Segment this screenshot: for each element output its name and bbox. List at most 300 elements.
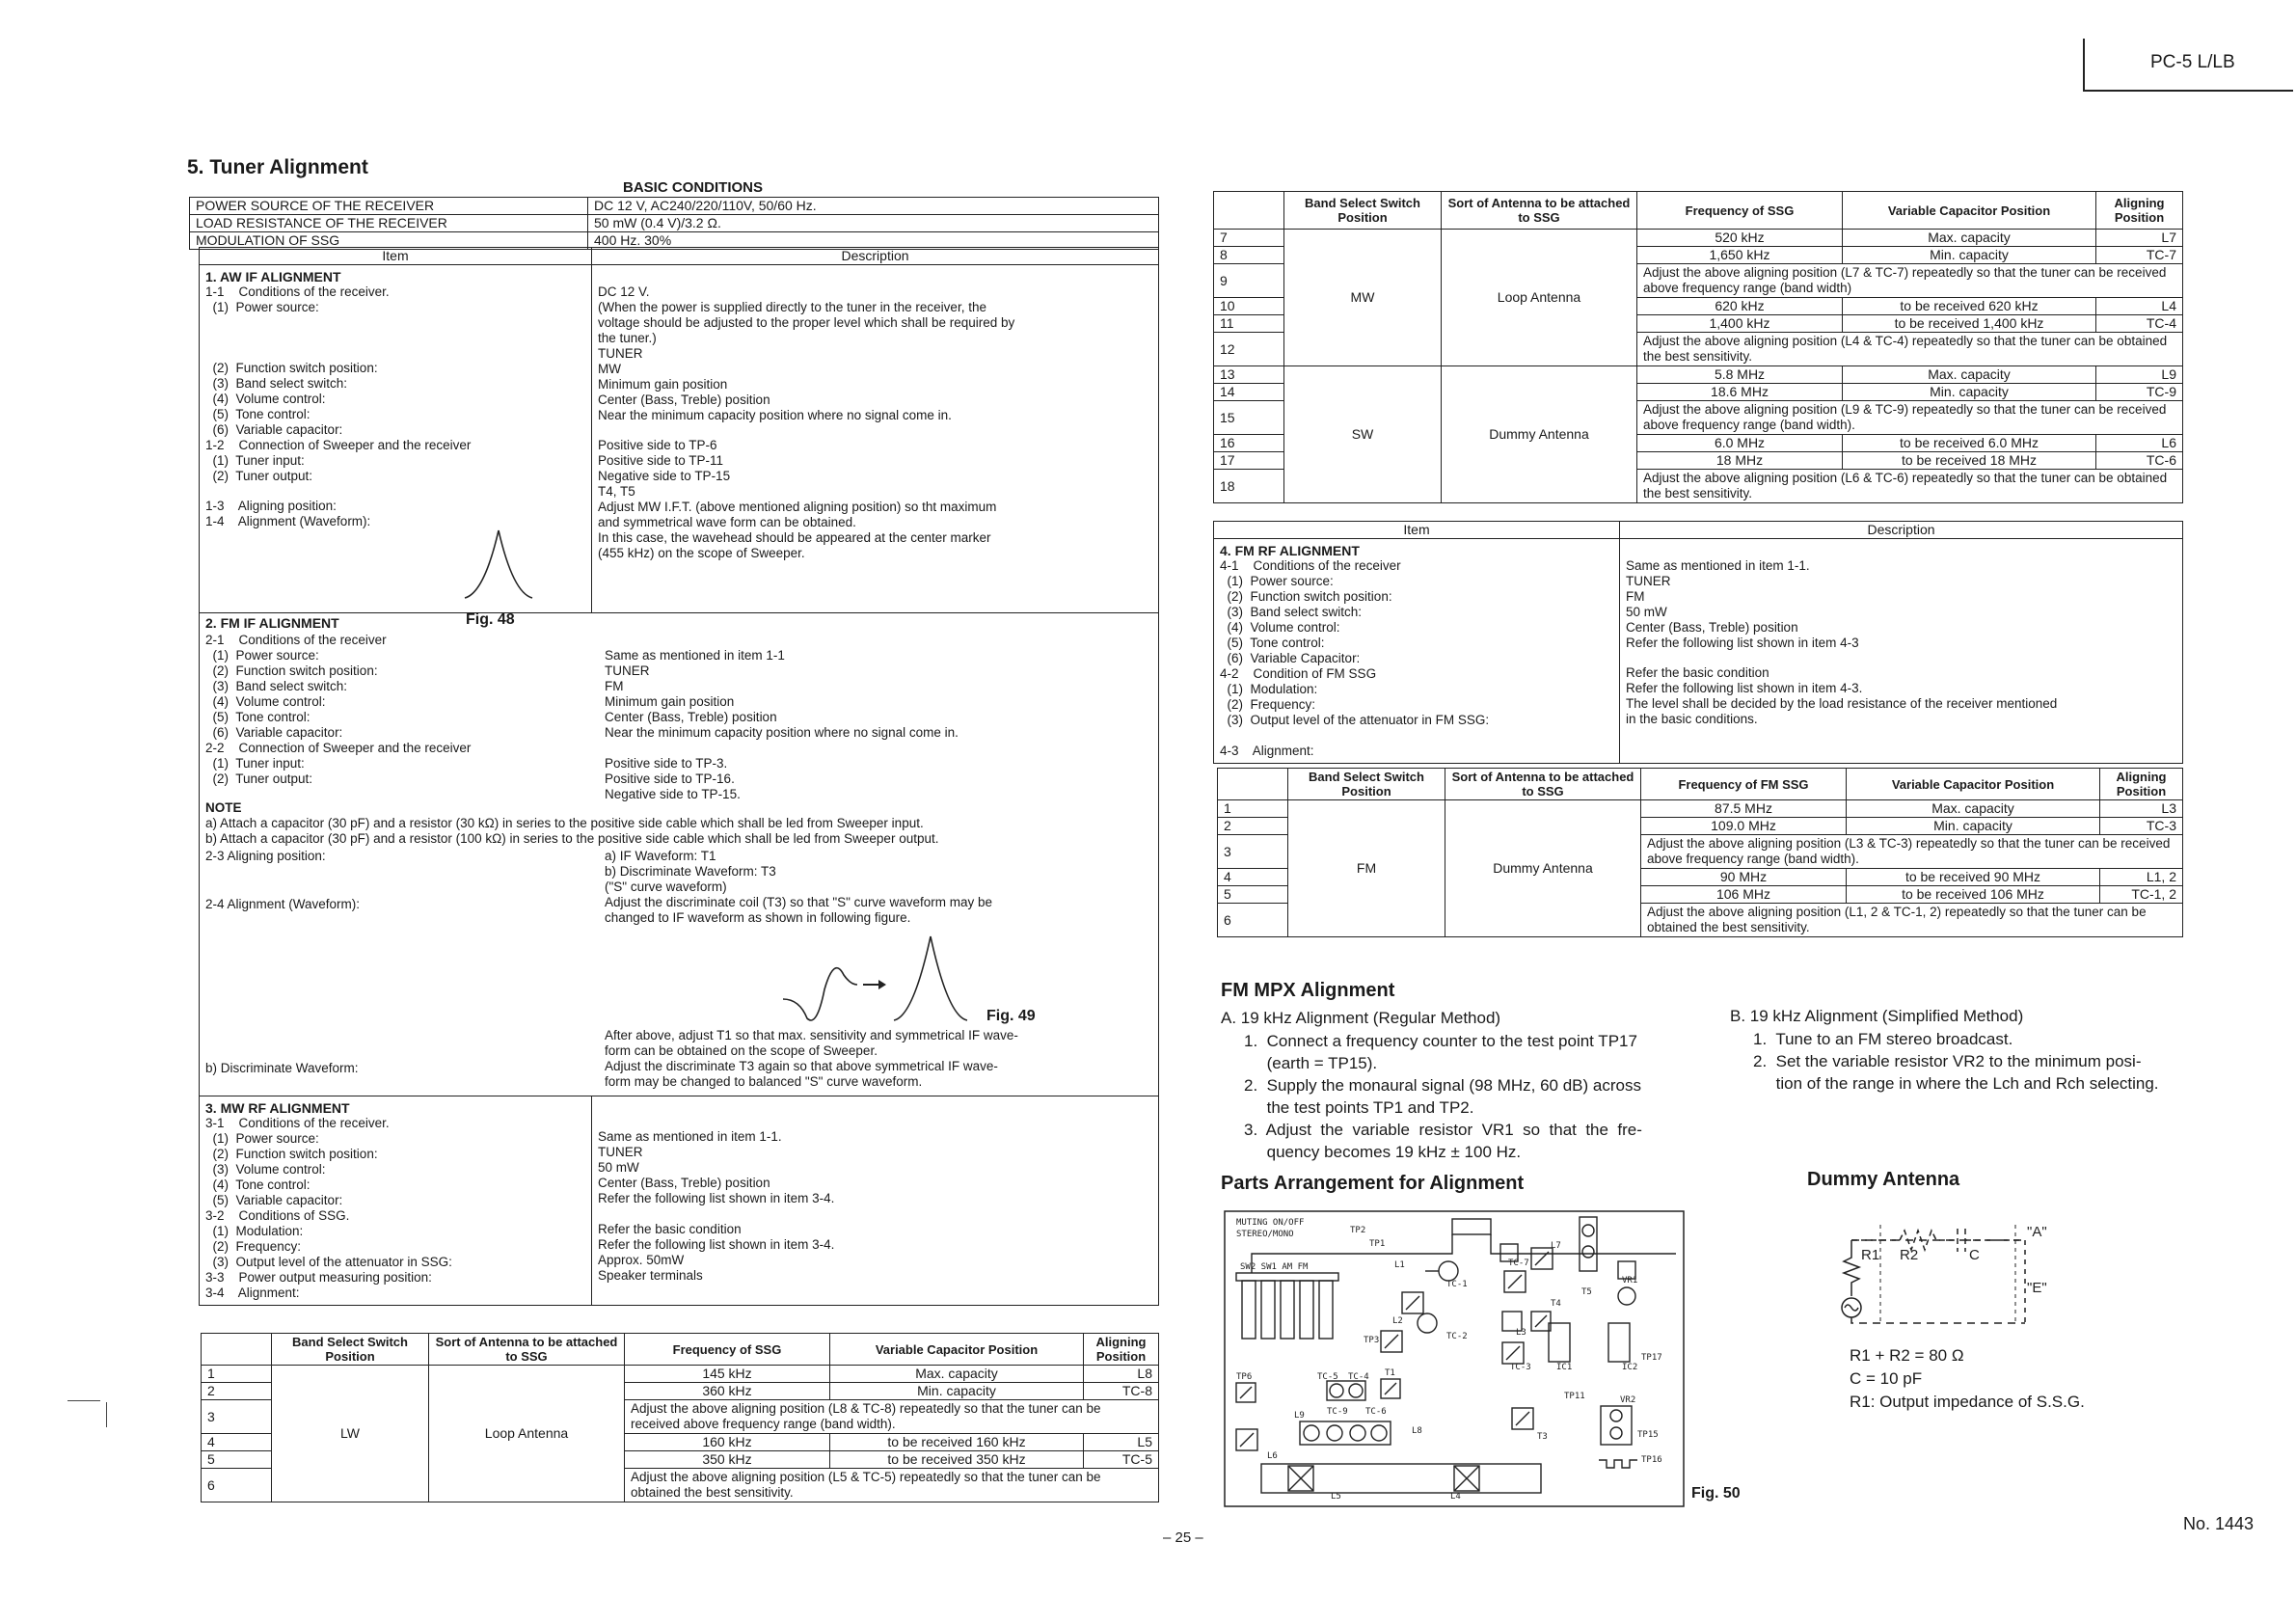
ssg-frequency: 6.0 MHz	[1637, 435, 1843, 452]
fig49-waveform	[778, 932, 981, 1028]
adjust-line-2: changed to IF waveform as shown in following figure.	[605, 910, 911, 925]
row-number: 15	[1214, 401, 1284, 435]
note-b: b) Attach a capacitor (30 pF) and a resistor (100 kΩ) in series to the positive side cable which shall be led from Sweeper output.	[205, 831, 939, 846]
row-number: 16	[1214, 435, 1284, 452]
table-row	[200, 265, 1159, 613]
text-line: tion of the range in where the Lch and Rch selecting.	[1753, 1074, 2159, 1093]
text-line: (When the power is supplied directly to the tuner in the receiver, the	[598, 299, 986, 314]
parts-label: TC-3	[1510, 1363, 1531, 1372]
text-line: (5) Tone control:	[205, 406, 311, 421]
text-line: (6) Variable Capacitor:	[1220, 651, 1361, 665]
mw-sw-table	[1213, 191, 2183, 503]
column-header-item: Item	[1214, 522, 1620, 539]
text-line: in the basic conditions.	[1626, 712, 1758, 727]
column-header-description: Description	[1620, 522, 2183, 539]
aligning-position: L3	[2100, 800, 2183, 818]
parts-label: VR1	[1622, 1276, 1638, 1286]
text-line	[598, 269, 1152, 284]
table-header-row	[202, 1334, 1159, 1366]
a-terminal-label: "A"	[2027, 1224, 2047, 1240]
header-frequency: Frequency of SSG	[625, 1334, 830, 1366]
text-line: 2. Set the variable resistor VR2 to the minimum posi-	[1753, 1052, 2142, 1070]
text-line: Refer the following list shown in item 3-4.	[598, 1236, 835, 1252]
note-title: NOTE	[205, 800, 242, 815]
fig48-label: Fig. 48	[466, 611, 515, 628]
header-band: Band Select Switch Position	[1284, 192, 1442, 230]
header-band: Band Select Switch Position	[1288, 769, 1445, 800]
note-a: a) Attach a capacitor (30 pF) and a resistor (30 kΩ) in series to the positive side cable which shall be led from Sweeper input.	[205, 816, 924, 830]
text-line: Refer the basic condition	[1626, 665, 1769, 681]
r2-label: R2	[1900, 1247, 1919, 1263]
parts-label: VR2	[1620, 1395, 1636, 1405]
fm-rf-table	[1213, 521, 2183, 764]
text-line: (3) Band select switch:	[205, 679, 348, 693]
variable-capacitor-position: Max. capacity	[1843, 366, 2096, 384]
text-line: Center (Bass, Treble) position	[605, 710, 777, 724]
parts-label: T5	[1581, 1287, 1592, 1297]
aligning-position: L1, 2	[2100, 869, 2183, 886]
text-line: (5) Tone control:	[1220, 636, 1325, 650]
parts-label: TC-2	[1446, 1332, 1468, 1341]
text-line: Refer the following list shown in item 3-4.	[598, 1191, 835, 1205]
row-number: 11	[1214, 315, 1284, 333]
text-line: Refer the following list shown in item 4-3.	[1626, 681, 1863, 696]
basic-label: POWER SOURCE OF THE RECEIVER	[190, 198, 588, 215]
row-number: 17	[1214, 452, 1284, 470]
header-blank	[1218, 769, 1288, 800]
antenna-type: Dummy Antenna	[1445, 800, 1641, 937]
row-number: 6	[1218, 904, 1288, 937]
text-line: (2) Function switch position:	[205, 1147, 378, 1161]
text-line: Adjust the discriminate T3 again so that above symmetrical IF wave-	[605, 1059, 998, 1073]
dummy-eq-2: C = 10 pF	[1850, 1369, 1923, 1388]
aligning-position: L7	[2096, 230, 2183, 247]
text-line	[205, 315, 585, 331]
text-line	[598, 423, 1152, 439]
text-line	[1220, 728, 1613, 744]
page-number: – 25 –	[1163, 1529, 1203, 1546]
parts-label: L5	[1331, 1492, 1341, 1502]
band-select: LW	[272, 1366, 429, 1502]
ssg-frequency: 5.8 MHz	[1637, 366, 1843, 384]
column-header-description: Description	[592, 248, 1159, 265]
column-header-item: Item	[200, 248, 592, 265]
ssg-frequency: 350 kHz	[625, 1451, 830, 1469]
header-frequency: Frequency of FM SSG	[1641, 769, 1847, 800]
text-line: 4-3 Alignment:	[1220, 743, 1314, 758]
row-number: 2	[202, 1383, 272, 1400]
ssg-frequency: 360 kHz	[625, 1383, 830, 1400]
aligning-position: TC-6	[2096, 452, 2183, 470]
table-row	[1214, 366, 2183, 384]
text-line: 4-2 Condition of FM SSG	[1220, 666, 1377, 681]
parts-arrangement-diagram	[1223, 1209, 1686, 1508]
parts-label: L4	[1450, 1492, 1461, 1502]
text-line: (5) Tone control:	[205, 710, 311, 724]
text-line: (1) Tuner input:	[205, 452, 305, 468]
text-line: (2) Function switch position:	[1220, 589, 1392, 604]
aligning-position: TC-5	[1084, 1451, 1159, 1469]
text-line: DC 12 V.	[598, 284, 650, 299]
text-line: 2-2 Connection of Sweeper and the receiver	[205, 741, 472, 755]
text-line: 1-4 Alignment (Waveform):	[205, 514, 371, 529]
text-line: (2) Tuner output:	[205, 468, 313, 483]
s-curve-note: ("S" curve waveform)	[605, 880, 727, 894]
mpx-a-title: A. 19 kHz Alignment (Regular Method)	[1221, 1009, 1501, 1027]
text-line: (455 kHz) on the scope of Sweeper.	[598, 546, 805, 561]
ssg-frequency: 106 MHz	[1641, 886, 1847, 904]
basic-value: 400 Hz. 30%	[588, 232, 1159, 250]
row-number: 10	[1214, 298, 1284, 315]
band-select: FM	[1288, 800, 1445, 937]
header-antenna: Sort of Antenna to be attached to SSG	[1445, 769, 1641, 800]
aligning-position: L5	[1084, 1434, 1159, 1451]
fm-title: 2. FM IF ALIGNMENT	[205, 615, 339, 631]
aligning-position: L9	[2096, 366, 2183, 384]
aw-desc-cell	[592, 265, 1159, 613]
header-rule-vertical	[2083, 39, 2085, 92]
ssg-frequency: 1,400 kHz	[1637, 315, 1843, 333]
parts-label: L9	[1294, 1411, 1305, 1421]
dummy-antenna-schematic	[1832, 1211, 2047, 1327]
text-line: (2) Tuner output:	[205, 771, 313, 786]
fmrf-item-cell	[1214, 539, 1620, 764]
basic-conditions-table	[189, 197, 1159, 250]
parts-label: STEREO/MONO	[1236, 1230, 1294, 1239]
text-line	[605, 741, 959, 756]
parts-label: TP11	[1564, 1392, 1585, 1401]
parts-label: L3	[1516, 1328, 1526, 1338]
text-line: Near the minimum capacity position where no signal come in.	[598, 407, 952, 422]
text-line: quency becomes 19 kHz ± 100 Hz.	[1244, 1143, 1522, 1161]
ssg-frequency: 620 kHz	[1637, 298, 1843, 315]
text-line: Refer the basic condition	[598, 1221, 742, 1236]
text-line: 2-1 Conditions of the receiver	[205, 633, 387, 647]
dummy-eq-1: R1 + R2 = 80 Ω	[1850, 1346, 1964, 1365]
variable-capacitor-position: to be received 160 kHz	[830, 1434, 1084, 1451]
text-line: Near the minimum capacity position where no signal come in.	[605, 725, 959, 740]
variable-capacitor-position: Min. capacity	[1843, 247, 2096, 264]
row-number: 13	[1214, 366, 1284, 384]
variable-capacitor-position: Min. capacity	[1843, 384, 2096, 401]
header-variable-capacitor: Variable Capacitor Position	[830, 1334, 1084, 1366]
row-number: 4	[202, 1434, 272, 1451]
dummy-eq-3: R1: Output impedance of S.S.G.	[1850, 1393, 2085, 1411]
ssg-frequency: 18 MHz	[1637, 452, 1843, 470]
antenna-type: Loop Antenna	[429, 1366, 625, 1502]
header-blank	[1214, 192, 1284, 230]
c-label: C	[1969, 1247, 1980, 1263]
text-line: 50 mW	[598, 1160, 639, 1175]
text-line: (1) Power source:	[205, 1131, 319, 1146]
parts-label: L1	[1394, 1260, 1405, 1270]
text-line: 3-3 Power output measuring position:	[205, 1270, 432, 1285]
row-number: 7	[1214, 230, 1284, 247]
parts-label: T1	[1385, 1368, 1395, 1378]
text-line: Negative side to TP-15.	[605, 786, 741, 801]
text-line: and symmetrical wave form can be obtained.	[598, 515, 856, 530]
table-row	[1214, 522, 2183, 539]
text-line: Center (Bass, Treble) position	[598, 392, 770, 407]
discriminate-waveform: b) Discriminate Waveform: T3	[605, 864, 776, 879]
mw-items	[205, 1116, 585, 1301]
table-header-row	[1214, 192, 2183, 230]
text-line: (6) Variable capacitor:	[205, 421, 343, 437]
parts-label: TC-1	[1446, 1280, 1468, 1289]
mpx-b-steps	[1753, 1028, 2159, 1095]
alignment-waveform: 2-4 Alignment (Waveform):	[205, 897, 361, 911]
text-line: Negative side to TP-15	[598, 469, 731, 484]
parts-label: T3	[1537, 1432, 1548, 1442]
parts-label: TC-6	[1365, 1407, 1387, 1417]
adjust-note: Adjust the above aligning position (L9 & TC-9) repeatedly so that the tuner can be received above frequency range (band width).	[1637, 401, 2183, 435]
table-header-row	[1218, 769, 2183, 800]
row-number: 3	[1218, 835, 1288, 869]
text-line: (3) Band select switch:	[205, 375, 348, 391]
parts-label: IC1	[1556, 1363, 1573, 1372]
aligning-position: TC-8	[1084, 1383, 1159, 1400]
parts-label: TP1	[1369, 1239, 1386, 1249]
parts-label: TP6	[1236, 1372, 1253, 1382]
mpx-title: FM MPX Alignment	[1221, 980, 1395, 1001]
parts-label: IC2	[1622, 1363, 1638, 1372]
ssg-frequency: 145 kHz	[625, 1366, 830, 1383]
text-line: Positive side to TP-11	[598, 453, 724, 469]
e-terminal-label: "E"	[2027, 1280, 2047, 1296]
variable-capacitor-position: Min. capacity	[1847, 818, 2100, 835]
text-line: Approx. 50mW	[598, 1252, 685, 1267]
text-line: 50 mW	[1626, 604, 1667, 619]
text-line: Positive side to TP-3.	[605, 755, 728, 771]
row-number: 2	[1218, 818, 1288, 835]
variable-capacitor-position: Max. capacity	[1843, 230, 2096, 247]
adjust-note: Adjust the above aligning position (L1, 2 & TC-1, 2) repeatedly so that the tuner can be obtained the best sensitivity.	[1641, 904, 2183, 937]
parts-label: L8	[1412, 1426, 1422, 1436]
fmrf-title: 4. FM RF ALIGNMENT	[1220, 543, 1360, 558]
basic-value: DC 12 V, AC240/220/110V, 50/60 Hz.	[588, 198, 1159, 215]
text-line: (5) Variable capacitor:	[205, 1193, 343, 1207]
text-line: (2) Function switch position:	[205, 360, 378, 375]
adjust-note: Adjust the above aligning position (L3 & TC-3) repeatedly so that the tuner can be received above frequency range (band width).	[1641, 835, 2183, 869]
section-title: 5. Tuner Alignment	[187, 156, 368, 178]
mpx-a-steps	[1244, 1030, 1642, 1163]
if-waveform: a) IF Waveform: T1	[605, 849, 716, 863]
text-line: 2. Supply the monaural signal (98 MHz, 60 dB) across	[1244, 1076, 1641, 1095]
ssg-frequency: 520 kHz	[1637, 230, 1843, 247]
text-line	[1626, 651, 2176, 666]
ssg-frequency: 160 kHz	[625, 1434, 830, 1451]
ssg-frequency: 109.0 MHz	[1641, 818, 1847, 835]
aligning-position: TC-4	[2096, 315, 2183, 333]
parts-label: TP17	[1641, 1353, 1662, 1363]
adjust-note: Adjust the above aligning position (L7 & TC-7) repeatedly so that the tuner can be received above frequency range (band width)	[1637, 264, 2183, 298]
aligning-position: TC-7	[2096, 247, 2183, 264]
parts-label: TC-5	[1317, 1372, 1338, 1382]
variable-capacitor-position: to be received 106 MHz	[1847, 886, 2100, 904]
adjust-note: Adjust the above aligning position (L4 & TC-4) repeatedly so that the tuner can be obtained the best sensitivity.	[1637, 333, 2183, 366]
parts-label: TP15	[1637, 1430, 1659, 1440]
fmrf-desc-cell	[1620, 539, 2183, 764]
ssg-frequency: 87.5 MHz	[1641, 800, 1847, 818]
table-row	[200, 1096, 1159, 1306]
variable-capacitor-position: Max. capacity	[830, 1366, 1084, 1383]
text-line: FM	[1626, 588, 1645, 604]
text-line: Center (Bass, Treble) position	[1626, 619, 1798, 635]
text-line: After above, adjust T1 so that max. sensitivity and symmetrical IF wave-	[605, 1028, 1018, 1042]
text-line: Minimum gain position	[605, 694, 735, 709]
text-line: 1. Connect a frequency counter to the test point TP17	[1244, 1032, 1637, 1050]
aw-items	[205, 284, 585, 529]
parts-label: TC-9	[1327, 1407, 1348, 1417]
variable-capacitor-position: to be received 18 MHz	[1843, 452, 2096, 470]
text-line: MW	[598, 361, 621, 376]
text-line	[205, 331, 585, 346]
fm-desc	[605, 648, 959, 802]
parts-label: MUTING ON/OFF	[1236, 1218, 1305, 1228]
parts-label: TP16	[1641, 1455, 1662, 1465]
text-line: form can be obtained on the scope of Sweeper.	[605, 1043, 878, 1058]
header-antenna: Sort of Antenna to be attached to SSG	[429, 1334, 625, 1366]
table-row	[190, 215, 1159, 232]
band-select: SW	[1284, 366, 1442, 503]
table-row	[1214, 539, 2183, 764]
adjust-note: Adjust the above aligning position (L6 & TC-6) repeatedly so that the tuner can be obtained the best sensitivity.	[1637, 470, 2183, 503]
text-line: 3-4 Alignment:	[205, 1286, 300, 1300]
parts-label: TP3	[1364, 1336, 1380, 1345]
basic-label: LOAD RESISTANCE OF THE RECEIVER	[190, 215, 588, 232]
antenna-type: Loop Antenna	[1442, 230, 1637, 366]
basic-value: 50 mW (0.4 V)/3.2 Ω.	[588, 215, 1159, 232]
text-line: (4) Volume control:	[205, 694, 326, 709]
fig48-waveform	[460, 526, 537, 603]
text-line: (2) Function switch position:	[205, 663, 378, 678]
table-row	[200, 248, 1159, 265]
text-line: 3-2 Conditions of SSG.	[205, 1208, 350, 1223]
fig50-label: Fig. 50	[1691, 1485, 1741, 1502]
text-line: (4) Tone control:	[205, 1177, 311, 1192]
header-aligning-position: Aligning Position	[2096, 192, 2183, 230]
text-line	[205, 484, 585, 500]
basic-label: MODULATION OF SSG	[190, 232, 588, 250]
text-line: Center (Bass, Treble) position	[598, 1176, 770, 1190]
text-line: (4) Volume control:	[1220, 620, 1340, 635]
row-number: 5	[202, 1451, 272, 1469]
fig49-label: Fig. 49	[986, 1008, 1036, 1024]
table-row	[1214, 230, 2183, 247]
row-number: 18	[1214, 470, 1284, 503]
text-line: FM	[605, 679, 624, 693]
text-line: 3. Adjust the variable resistor VR1 so that the fre-	[1244, 1121, 1642, 1139]
variable-capacitor-position: to be received 90 MHz	[1847, 869, 2100, 886]
parts-label: TC-7	[1508, 1259, 1529, 1268]
variable-capacitor-position: to be received 1,400 kHz	[1843, 315, 2096, 333]
aligning-position: L8	[1084, 1366, 1159, 1383]
text-line: Same as mentioned in item 1-1.	[598, 1129, 782, 1144]
aw-desc	[598, 269, 1152, 561]
parts-label: T4	[1551, 1299, 1561, 1309]
variable-capacitor-position: Max. capacity	[1847, 800, 2100, 818]
text-line: form may be changed to balanced "S" curve waveform.	[605, 1074, 923, 1089]
document-number: No. 1443	[2183, 1514, 2255, 1533]
text-line: TUNER	[598, 345, 643, 361]
ssg-frequency: 1,650 kHz	[1637, 247, 1843, 264]
parts-label: L2	[1392, 1316, 1403, 1326]
text-line: (1) Modulation:	[205, 1224, 304, 1238]
alignment-procedure-table	[199, 247, 1159, 1306]
table-row	[1218, 800, 2183, 818]
text-line: 4-1 Conditions of the receiver	[1220, 558, 1401, 573]
text-line: (2) Frequency:	[1220, 697, 1316, 712]
text-line: Positive side to TP-6	[598, 438, 717, 453]
adjust-note: Adjust the above aligning position (L5 & TC-5) repeatedly so that the tuner can be obtained the best sensitivity.	[625, 1469, 1159, 1502]
header-frequency: Frequency of SSG	[1637, 192, 1843, 230]
variable-capacitor-position: Min. capacity	[830, 1383, 1084, 1400]
text-line	[205, 345, 585, 361]
header-rule-horizontal	[2083, 90, 2293, 92]
row-number: 5	[1218, 886, 1288, 904]
text-line: 1-1 Conditions of the receiver.	[205, 284, 390, 299]
text-line: Speaker terminals	[598, 1267, 703, 1283]
text-line: (1) Modulation:	[1220, 682, 1318, 696]
mpx-b-title: B. 19 kHz Alignment (Simplified Method)	[1730, 1007, 2024, 1025]
fmrf-desc	[1626, 543, 2176, 727]
text-line: Minimum gain position	[598, 376, 728, 392]
aligning-position: L4	[2096, 298, 2183, 315]
text-line: (3) Output level of the attenuator in FM SSG:	[1220, 713, 1490, 727]
row-number: 14	[1214, 384, 1284, 401]
header-aligning-position: Aligning Position	[1084, 1334, 1159, 1366]
text-line: (3) Volume control:	[205, 1162, 326, 1177]
row-number: 1	[202, 1366, 272, 1383]
text-line: 3-1 Conditions of the receiver.	[205, 1116, 390, 1130]
text-line: Adjust MW I.F.T. (above mentioned aligning position) so tht maximum	[598, 500, 997, 515]
text-line	[598, 1206, 1152, 1222]
row-number: 12	[1214, 333, 1284, 366]
text-line: (2) Frequency:	[205, 1239, 302, 1254]
adjust-line-1: Adjust the discriminate coil (T3) so that "S" curve waveform may be	[605, 895, 992, 909]
mw-title: 3. MW RF ALIGNMENT	[205, 1100, 350, 1116]
antenna-type: Dummy Antenna	[1442, 366, 1637, 503]
table-row	[190, 198, 1159, 215]
mw-desc-cell	[592, 1096, 1159, 1306]
text-line: (1) Power source:	[1220, 574, 1334, 588]
variable-capacitor-position: to be received 350 kHz	[830, 1451, 1084, 1469]
text-line: (3) Output level of the attenuator in SSG:	[205, 1255, 452, 1269]
text-line: TUNER	[598, 1145, 643, 1159]
ssg-frequency: 18.6 MHz	[1637, 384, 1843, 401]
text-line: 1. Tune to an FM stereo broadcast.	[1753, 1030, 2013, 1048]
text-line: 1-2 Connection of Sweeper and the receiver	[205, 437, 472, 452]
text-line: Positive side to TP-16.	[605, 771, 735, 786]
parts-label: TC-4	[1348, 1372, 1369, 1382]
text-line: In this case, the wavehead should be appeared at the center marker	[598, 530, 991, 546]
text-line: (1) Power source:	[205, 648, 319, 663]
ssg-frequency: 90 MHz	[1641, 869, 1847, 886]
fmrf-items	[1220, 558, 1613, 759]
text-line: Same as mentioned in item 1-1.	[1626, 557, 1810, 573]
discriminate-label: b) Discriminate Waveform:	[205, 1061, 359, 1075]
aw-title: 1. AW IF ALIGNMENT	[205, 269, 341, 284]
text-line: (4) Volume control:	[205, 391, 326, 406]
fm-table	[1217, 768, 2183, 937]
text-line: TUNER	[605, 663, 650, 678]
row-number: 3	[202, 1400, 272, 1434]
header-variable-capacitor: Variable Capacitor Position	[1847, 769, 2100, 800]
model-number: PC-5 L/LB	[2150, 52, 2235, 72]
text-line: The level shall be decided by the load resistance of the receiver mentioned	[1626, 696, 2058, 712]
fm-after	[605, 1028, 1018, 1090]
fm-items	[205, 633, 471, 787]
